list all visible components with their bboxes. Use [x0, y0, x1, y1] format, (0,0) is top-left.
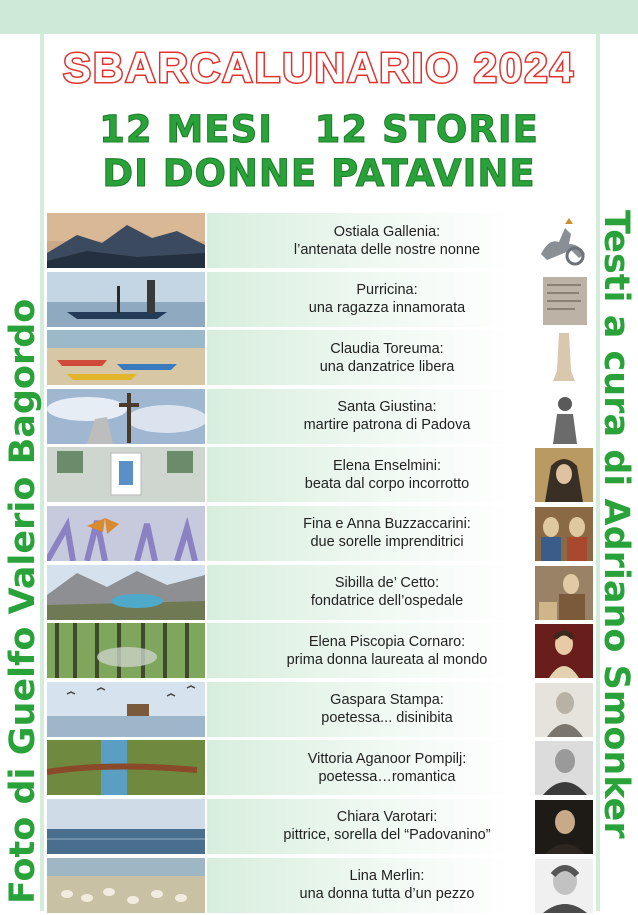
story-caption [207, 506, 567, 561]
story-description: prima donna laureata al mondo [286, 651, 488, 668]
story-name: Santa Giustina: [337, 399, 437, 416]
boats-on-shore-photo [47, 330, 205, 385]
story-name: Ostiala Gallenia: [333, 223, 441, 240]
sheep-flock-photo [47, 858, 205, 913]
story-name: Elena Piscopia Cornaro: [308, 633, 466, 650]
story-name: Fina e Anna Buzzaccarini: [303, 516, 471, 533]
painting-portrait-icon [535, 566, 593, 620]
story-row [47, 212, 595, 271]
blue-post-photo [47, 740, 205, 795]
fresco-figures-icon [535, 507, 593, 561]
story-caption [207, 623, 567, 678]
story-row [47, 681, 595, 740]
story-caption [207, 447, 567, 502]
top-band [0, 0, 638, 34]
story-caption [207, 858, 567, 913]
story-name: Elena Enselmini: [333, 457, 441, 474]
dark-portrait-icon [535, 800, 593, 854]
story-description: poetessa... disinibita [321, 710, 453, 727]
story-description: martire patrona di Padova [303, 417, 471, 434]
stone-tablet-icon [535, 273, 593, 327]
butterfly-lavender-photo [47, 506, 205, 561]
story-caption [207, 272, 567, 327]
story-name: Lina Merlin: [349, 868, 425, 885]
story-row [47, 388, 595, 447]
story-caption [207, 213, 567, 268]
shrine-wall-photo [47, 447, 205, 502]
story-row [47, 564, 595, 623]
story-description: fondatrice dell’ospedale [310, 593, 464, 610]
story-name: Chiara Varotari: [336, 809, 438, 826]
engraving-portrait-icon [535, 683, 593, 737]
forest-photo [47, 623, 205, 678]
landscape-photo-mountains [47, 213, 205, 268]
story-caption [207, 682, 567, 737]
story-description: una ragazza innamorata [308, 300, 466, 317]
subtitle-line-1: 12 MESI 12 STORIE [99, 108, 539, 151]
story-list [47, 212, 595, 915]
story-row [47, 739, 595, 798]
text-credit: Testi a cura di Adriano Smonker [596, 210, 636, 839]
story-description: due sorelle imprenditrici [310, 534, 464, 551]
story-description: beata dal corpo incorrotto [304, 475, 470, 492]
story-description: poetessa…romantica [318, 768, 456, 785]
story-name: Purricina: [356, 282, 418, 299]
story-description: una danzatrice libera [319, 358, 455, 375]
lagoon-boat-photo [47, 272, 205, 327]
story-row [47, 271, 595, 330]
story-caption [207, 799, 567, 854]
story-name: Vittoria Aganoor Pompilj: [307, 750, 467, 767]
lady-portrait-icon [535, 624, 593, 678]
calm-sea-photo [47, 799, 205, 854]
story-caption [207, 565, 567, 620]
mountain-lake-photo [47, 565, 205, 620]
story-description: una donna tutta d’un pezzo [299, 886, 475, 903]
story-description: pittrice, sorella del “Padovanino” [283, 827, 491, 844]
story-name: Gaspara Stampa: [330, 692, 444, 709]
story-row [47, 798, 595, 857]
story-row [47, 505, 595, 564]
page-title: SBARCALUNARIO 2024 [62, 44, 576, 91]
story-row [47, 446, 595, 505]
photo-credit: Foto di Guelfo Valerio Bagordo [3, 298, 43, 904]
nun-portrait-icon [535, 448, 593, 502]
story-row [47, 622, 595, 681]
subtitle-line-2: DI DONNE PATAVINE [102, 152, 536, 195]
bw-portrait-icon [535, 741, 593, 795]
story-caption [207, 740, 567, 795]
saint-statue-icon [535, 390, 593, 444]
chariot-relief-icon [535, 214, 593, 268]
story-name: Sibilla de’ Cetto: [334, 575, 440, 592]
story-row [47, 329, 595, 388]
statue-fragment-icon [535, 331, 593, 385]
story-caption [207, 330, 567, 385]
story-description: l’antenata delle nostre nonne [293, 241, 481, 258]
story-name: Claudia Toreuma: [330, 340, 444, 357]
cross-statue-photo [47, 389, 205, 444]
story-caption [207, 389, 567, 444]
birds-lagoon-photo [47, 682, 205, 737]
story-row [47, 857, 595, 915]
photo-portrait-icon [535, 859, 593, 913]
